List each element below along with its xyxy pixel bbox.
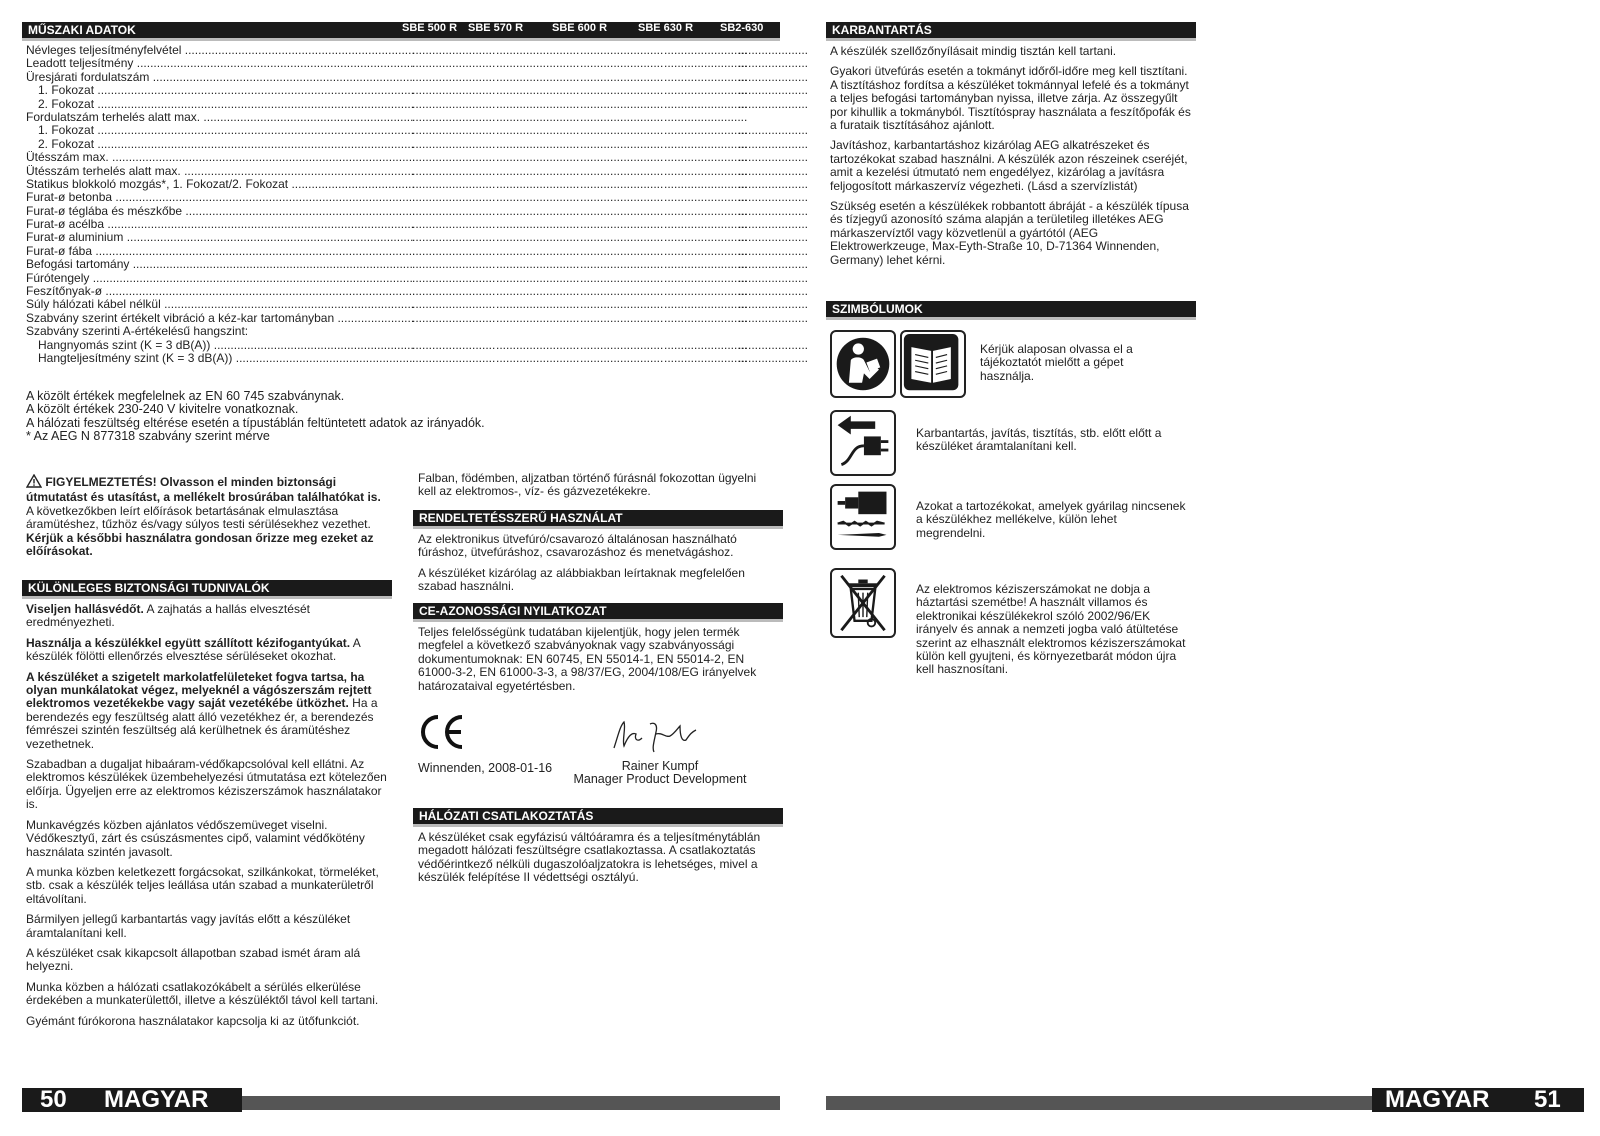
- spec-value: [738, 272, 808, 285]
- spec-value: [412, 312, 496, 325]
- spec-value: [580, 231, 664, 244]
- spec-label: Furat-ø téglába és mészkőbe .....: [26, 205, 414, 218]
- spec-value: [412, 258, 496, 271]
- spec-table: [26, 44, 778, 365]
- signer-name: Rainer Kumpf: [621, 759, 699, 773]
- spec-value: [412, 151, 496, 164]
- spec-value: [580, 57, 664, 70]
- safety-header: [22, 580, 392, 599]
- maintenance-text: Gyakori ütvefúrás esetén a tokmányt időről-időre meg kell tisztítani. A tisztításhoz fordítsa a készüléket tokmánnyal lefelé és a tokmányt a teljes befogási tartományban nyissa, illetve zárja. Az összegyűlt por kihullik a tokmányból. Tisztítóspray használata a feszítőpofák és a furataik tisztításához ajánlott.: [830, 64, 1191, 133]
- spec-value: [664, 339, 748, 352]
- spec-value: [664, 258, 748, 271]
- spec-value: [580, 258, 664, 271]
- spec-value: [738, 151, 808, 164]
- spec-value: [580, 205, 664, 218]
- spec-value: [664, 71, 748, 84]
- mains-header-label: HÁLÓZATI CSATLAKOZTATÁS: [419, 809, 594, 823]
- spec-value: [412, 84, 496, 97]
- spec-label: Statikus blokkoló mozgás*, 1. Fokozat/2. Fokozat .....: [26, 178, 414, 191]
- spec-label: Furat-ø acélba .....: [26, 218, 414, 231]
- spec-label: Furat-ø fába .....: [26, 245, 414, 258]
- spec-value: [412, 352, 496, 365]
- warning-triangle-icon: [26, 474, 42, 491]
- spec-label: Leadott teljesítmény .....: [26, 57, 414, 70]
- mains-header: [413, 808, 783, 827]
- spec-label: 1. Fokozat .....: [26, 84, 414, 97]
- spec-value: [412, 245, 496, 258]
- spec-value: [664, 151, 748, 164]
- spec-value: [738, 71, 808, 84]
- spec-value: [496, 178, 580, 191]
- safety-paragraph: Bármilyen jellegű karbantartás vagy javítás előtt a készüléket áramtalanítani kell.: [26, 912, 351, 940]
- accessories-icon: [830, 484, 896, 550]
- signer-block: [560, 760, 760, 787]
- signer-title: Manager Product Development: [573, 772, 747, 787]
- spec-value: [738, 258, 808, 271]
- spec-value: [580, 138, 664, 151]
- spec-value: [412, 205, 496, 218]
- left-language: MAGYAR: [104, 1086, 209, 1113]
- maintenance-header: [826, 22, 1196, 41]
- safety-bold: Viseljen hallásvédőt.: [26, 602, 144, 616]
- spec-value: [664, 84, 748, 97]
- spec-label: Hangnyomás szint (K = 3 dB(A)) .....: [26, 339, 414, 352]
- spec-label: Fúrótengely .....: [26, 272, 414, 285]
- ce-place-date: [418, 762, 552, 775]
- spec-value: [412, 178, 496, 191]
- spec-value: [412, 218, 496, 231]
- symbols-header-label: SZIMBÓLUMOK: [832, 302, 923, 316]
- symbol-unplug-text: Karbantartás, javítás, tisztítás, stb. előtt előtt a készüléket áramtalanítani kell.: [916, 426, 1162, 454]
- spec-label: Súly hálózati kábel nélkül .....: [26, 298, 414, 311]
- unplug-icon: [830, 410, 896, 476]
- spec-value: [412, 44, 496, 57]
- spec-value: [664, 231, 748, 244]
- spec-value: [738, 84, 808, 97]
- spec-label: Szabvány szerint értékelt vibráció a kéz-kar tartományban .....: [26, 312, 414, 325]
- spec-value: [664, 245, 748, 258]
- spec-label: Furat-ø aluminium .....: [26, 231, 414, 244]
- spec-label: 2. Fokozat .....: [26, 138, 414, 151]
- spec-value: [496, 258, 580, 271]
- maintenance-text: Szükség esetén a készülékek robbantott ábráját - a készülék típusa és tízjegyű azonosító száma alapján a területileg illetékes AEG márkaszervíztől vagy közvetlenül a gyártótól (AEG Elektrowerkzeuge, Max-Eyth-Straße 10, D-71364 Winnenden, Germany) lehet kérni.: [830, 199, 1189, 267]
- maintenance-text: A készülék szellőzőnyílásait mindig tisztán kell tartani.: [830, 44, 1117, 58]
- spec-value: [496, 191, 580, 204]
- spec-value: [496, 272, 580, 285]
- spec-value: [496, 312, 580, 325]
- safety-paragraph: A munka közben keletkezett forgácsokat, szilkánkokat, törmeléket, stb. csak a készülék teljes leállása után szabad a munkaterületről eltávolítani.: [26, 864, 379, 906]
- spec-value: [738, 178, 808, 191]
- spec-value: [738, 191, 808, 204]
- spec-value: [412, 138, 496, 151]
- spec-value: [738, 165, 808, 178]
- spec-value: [664, 312, 748, 325]
- spec-label: 2. Fokozat .....: [26, 98, 414, 111]
- spec-value: [738, 245, 808, 258]
- spec-row: [26, 57, 778, 70]
- spec-value: [738, 298, 808, 311]
- spec-row: [26, 245, 778, 258]
- spec-row: [26, 191, 778, 204]
- spec-value: [738, 312, 808, 325]
- spec-row: [26, 205, 778, 218]
- read-manual-book-icon: [900, 330, 966, 398]
- spec-value: [496, 285, 580, 298]
- spec-value: [738, 138, 808, 151]
- weee-bin-icon: [830, 568, 896, 638]
- spec-value: [580, 84, 664, 97]
- warning-keep-text: Kérjük a későbbi használatra gondosan őrizze meg ezeket az előírásokat.: [26, 530, 374, 559]
- spec-value: [412, 272, 496, 285]
- spec-value: [664, 111, 748, 124]
- spec-value: [412, 111, 496, 124]
- spec-value: [496, 352, 580, 365]
- ce-mark-icon: [418, 712, 468, 752]
- safety-block: [26, 603, 388, 1035]
- spec-value: [738, 98, 808, 111]
- model-column-header: SBE 500 R: [402, 22, 458, 34]
- left-page-number: 50: [40, 1086, 67, 1113]
- spec-row: [26, 151, 778, 164]
- spec-value: [496, 84, 580, 97]
- safety-paragraph: [26, 603, 388, 630]
- spec-value: [496, 245, 580, 258]
- spec-row: [26, 98, 778, 111]
- spec-value: [496, 151, 580, 164]
- spec-value: [738, 352, 808, 365]
- spec-note: A közölt értékek megfelelnek az EN 60 745 szabványnak.: [26, 389, 345, 403]
- spec-value: [738, 218, 808, 231]
- spec-value: [412, 57, 496, 70]
- maintenance-text: Javításhoz, karbantartáshoz kizárólag AEG alkatrészeket és tartozékokat szabad használni. A készülék azon részeinek cseréjét, amit a kezelési útmutató nem engedélyez, kizárólag a javításra feljogosított márkaszervíz végezheti. (Lásd a szervízlistát): [830, 138, 1188, 193]
- safety-paragraph: [26, 671, 388, 751]
- spec-label: Fordulatszám terhelés alatt max. .....: [26, 111, 414, 124]
- spec-row: [26, 71, 778, 84]
- spec-value: [580, 191, 664, 204]
- spec-value: [412, 165, 496, 178]
- model-column-header: SBE 570 R: [468, 22, 524, 34]
- spec-note: A hálózati feszültség eltérése esetén a típustáblán feltüntetett adatok az irányadók.: [26, 415, 485, 430]
- spec-row: [26, 84, 778, 97]
- spec-value: [412, 285, 496, 298]
- spec-value: [664, 44, 748, 57]
- specs-header-label: MŰSZAKI ADATOK: [28, 23, 136, 37]
- warning-bold-text: FIGYELMEZTETÉS! Olvasson el minden biztonsági útmutatást és utasítást, a mellékelt brosúrában találhatókat is.: [26, 475, 381, 505]
- right-language: MAGYAR: [1385, 1086, 1490, 1113]
- warning-text: A következőkben leírt előírások betartásának elmulasztása áramütéshez, tűzhöz és/vagy súlyos testi sérülésekhez vezethet.: [26, 503, 371, 532]
- model-column-header: SBE 600 R: [552, 22, 608, 34]
- spec-value: [738, 205, 808, 218]
- spec-label: Ütésszám terhelés alatt max. .....: [26, 165, 414, 178]
- spec-value: [412, 231, 496, 244]
- spec-value: [496, 57, 580, 70]
- spec-value: [496, 138, 580, 151]
- spec-row: [26, 178, 778, 191]
- spec-row: [26, 298, 778, 311]
- spec-value: [412, 71, 496, 84]
- spec-value: [496, 298, 580, 311]
- spec-value: [580, 245, 664, 258]
- symbol-weee-text: Az elektromos kéziszerszámokat ne dobja a háztartási szemétbe! A használt villamos és elektronikai készülékekrol szóló 2002/96/EK irányelv és annak a nemzeti jogba való átültetése szerint az elhasznált elektromos kéziszerszámokat külön kell gyujteni, és környezetbarát módon újra kell hasznosítani.: [916, 582, 1186, 677]
- mains-block: [418, 831, 770, 892]
- spec-label: Üresjárati fordulatszám .....: [26, 71, 414, 84]
- spec-value: [496, 165, 580, 178]
- spec-value: [496, 111, 580, 124]
- safety-text: A zajhatás a hallás elvesztését eredményezheti.: [26, 602, 310, 630]
- spec-value: [738, 57, 808, 70]
- spec-value: [664, 98, 748, 111]
- spec-row: [26, 339, 778, 352]
- spec-row: [26, 352, 778, 365]
- spec-note: * Az AEG N 877318 szabvány szerint mérve: [26, 429, 270, 444]
- spec-value: [580, 339, 664, 352]
- symbol-accessories-text: Azokat a tartozékokat, amelyek gyárilag nincsenek a készülékhez mellékelve, külön lehet megrendelni.: [916, 499, 1186, 540]
- spec-row: [26, 124, 778, 137]
- spec-value: [496, 231, 580, 244]
- safety-paragraph: Munka közben a hálózati csatlakozókábelt a sérülés elkerülése érdekében a munkaterülettől, illetve a készüléktől távol kell tartani.: [26, 979, 379, 1008]
- spec-value: [496, 44, 580, 57]
- read-manual-person-icon: [830, 330, 896, 398]
- spec-value: [580, 312, 664, 325]
- spec-value: [496, 71, 580, 84]
- spec-row: [26, 218, 778, 231]
- spec-value: [580, 111, 664, 124]
- use-text: Az elektronikus ütvefúró/csavarozó általánosan használható fúráshoz, ütvefúráshoz, csavarozáshoz és menetvágáshoz.: [418, 532, 737, 560]
- spec-value: [412, 124, 496, 137]
- spec-value: [738, 339, 808, 352]
- safety-paragraph: Munkavégzés közben ajánlatos védőszemüveget viselni. Védőkesztyű, zárt és csúszásmentes cipő, valamint védőkötény használata szintén javasolt.: [26, 817, 365, 859]
- safety-paragraph: [26, 637, 388, 664]
- spec-value: [664, 272, 748, 285]
- safety-bold: Használja a készülékkel együtt szállított kézifogantyúkat.: [26, 635, 351, 650]
- spec-value: [580, 352, 664, 365]
- spec-value: [580, 272, 664, 285]
- model-column-header: SB2-630: [720, 22, 764, 34]
- maintenance-header-label: KARBANTARTÁS: [832, 23, 932, 37]
- warning-block: [26, 474, 384, 565]
- spec-value: [496, 339, 580, 352]
- spec-value: [664, 285, 748, 298]
- spec-notes: [26, 390, 786, 444]
- spec-value: [664, 124, 748, 137]
- spec-value: [580, 44, 664, 57]
- spec-value: [496, 205, 580, 218]
- spec-value: [738, 285, 808, 298]
- safety-text: Ha a berendezés egy feszültség alatt álló vezetékhez ér, a berendezés fémrészei szintén feszültség alá kerülhetnek és áramütéshez vezethetnek.: [26, 696, 378, 751]
- spec-value: [580, 178, 664, 191]
- intended-use-header: [413, 510, 783, 529]
- spec-row: [26, 44, 778, 57]
- spec-note: A közölt értékek 230-240 V kivitelre vonatkoznak.: [26, 402, 299, 417]
- spec-value: [580, 124, 664, 137]
- spec-value: [580, 71, 664, 84]
- spec-row: [26, 285, 778, 298]
- mains-text: A készüléket csak egyfázisú váltóáramra és a teljesítménytáblán megadott hálózati feszültségre csatlakoztassa. A csatlakoztatás védőérintkező nélküli dugaszolóaljzatokra is lehetséges, mivel a készülék felépítése II védettségi osztályú.: [418, 830, 761, 885]
- spec-label: Ütésszám max. .....: [26, 151, 414, 164]
- spec-value: [664, 352, 748, 365]
- drilling-intro: [418, 472, 776, 506]
- model-column-header: SBE 630 R: [638, 22, 694, 34]
- safety-bold: A készüléket a szigetelt markolatfelületeket fogva tartsa, ha olyan munkálatokat végez, melyeknél a vágószerszám rejtett elektromos vezetékekbe vagy saját vezetékébe ütközhet.: [26, 669, 372, 711]
- spec-label: Befogási tartomány .....: [26, 258, 414, 271]
- safety-header-label: KÜLÖNLEGES BIZTONSÁGI TUDNIVALÓK: [28, 581, 270, 595]
- spec-value: [496, 218, 580, 231]
- spec-value: [412, 298, 496, 311]
- spec-value: [664, 298, 748, 311]
- spec-row: [26, 165, 778, 178]
- spec-value: [738, 124, 808, 137]
- spec-value: [496, 98, 580, 111]
- spec-row: [26, 272, 778, 285]
- symbol-read-text: Kérjük alaposan olvassa el a tájékoztatót mielőtt a gépet használja.: [980, 342, 1133, 383]
- safety-paragraph: Szabadban a dugaljat hibaáram-védőkapcsolóval kell ellátni. Az elektromos készülékek üzembehelyezési útmutatása ezt kötelezően előírja. Ügyeljen erre az elektromos kéziszerszámok használatakor is.: [26, 757, 387, 812]
- intro-text: Falban, födémben, aljzatban történő fúrásnál fokozottan ügyelni kell az elektromos-, víz- és gázvezetékekre.: [418, 471, 757, 499]
- spec-value: [580, 285, 664, 298]
- spec-value: [664, 165, 748, 178]
- ce-text: Teljes felelősségünk tudatában kijelentjük, hogy jelen termék megfelel a következő szabványoknak vagy szabványossági dokumentumoknak: EN 60745, EN 55014-1, EN 55014-2, EN 61000-3-2, EN 61000-3-3, a 98/37/EG, 2004/108/EG irányelvek határozataival egyetértésben.: [418, 625, 757, 693]
- spec-label: Névleges teljesítményfelvétel .....: [26, 44, 414, 57]
- safety-paragraph: Gyémánt fúrókorona használatakor kapcsolja ki az ütőfunkciót.: [26, 1013, 360, 1028]
- spec-row: [26, 312, 778, 325]
- use-text: A készüléket kizárólag az alábbiakban leírtaknak megfelelően szabad használni.: [418, 565, 745, 594]
- spec-value: [580, 218, 664, 231]
- ce-header: [413, 603, 783, 622]
- spec-label: Furat-ø betonba .....: [26, 191, 414, 204]
- spec-value: [664, 218, 748, 231]
- spec-row: [26, 111, 778, 124]
- spec-label: Szabvány szerinti A-értékelésű hangszint:: [26, 325, 249, 339]
- spec-value: [580, 165, 664, 178]
- safety-text: A készülék fölötti ellenőrzés elvesztése sérüléseket okozhat.: [26, 635, 361, 664]
- symbols-header: [826, 301, 1196, 320]
- ce-block: [418, 626, 778, 700]
- spec-label: 1. Fokozat .....: [26, 124, 414, 137]
- right-page-number: 51: [1534, 1086, 1561, 1113]
- intended-use-block: [418, 533, 780, 601]
- maintenance-block: [830, 45, 1194, 274]
- place-date-text: Winnenden, 2008-01-16: [418, 761, 553, 775]
- spec-value: [580, 151, 664, 164]
- spec-value: [664, 191, 748, 204]
- spec-value: [580, 98, 664, 111]
- spec-value: [496, 124, 580, 137]
- spec-value: [664, 138, 748, 151]
- spec-value: [412, 339, 496, 352]
- spec-value: [664, 178, 748, 191]
- spec-row: [26, 258, 778, 271]
- spec-row: [26, 325, 778, 338]
- spec-row: [26, 138, 778, 151]
- spec-value: [412, 191, 496, 204]
- spec-value: [664, 57, 748, 70]
- spec-value: [664, 205, 748, 218]
- spec-value: [412, 98, 496, 111]
- spec-value: [738, 44, 808, 57]
- spec-row: [26, 231, 778, 244]
- spec-label: Hangteljesítmény szint (K = 3 dB(A)) .....: [26, 352, 414, 365]
- safety-paragraph: A készüléket csak kikapcsolt állapotban szabad ismét áram alá helyezni.: [26, 945, 361, 974]
- spec-value: [738, 231, 808, 244]
- intended-use-label: RENDELTETÉSSZERŰ HASZNÁLAT: [419, 511, 623, 525]
- spec-value: [580, 298, 664, 311]
- ce-header-label: CE-AZONOSSÁGI NYILATKOZAT: [419, 604, 607, 618]
- spec-label: Feszítőnyak-ø .....: [26, 285, 414, 298]
- signature-image: [610, 718, 720, 754]
